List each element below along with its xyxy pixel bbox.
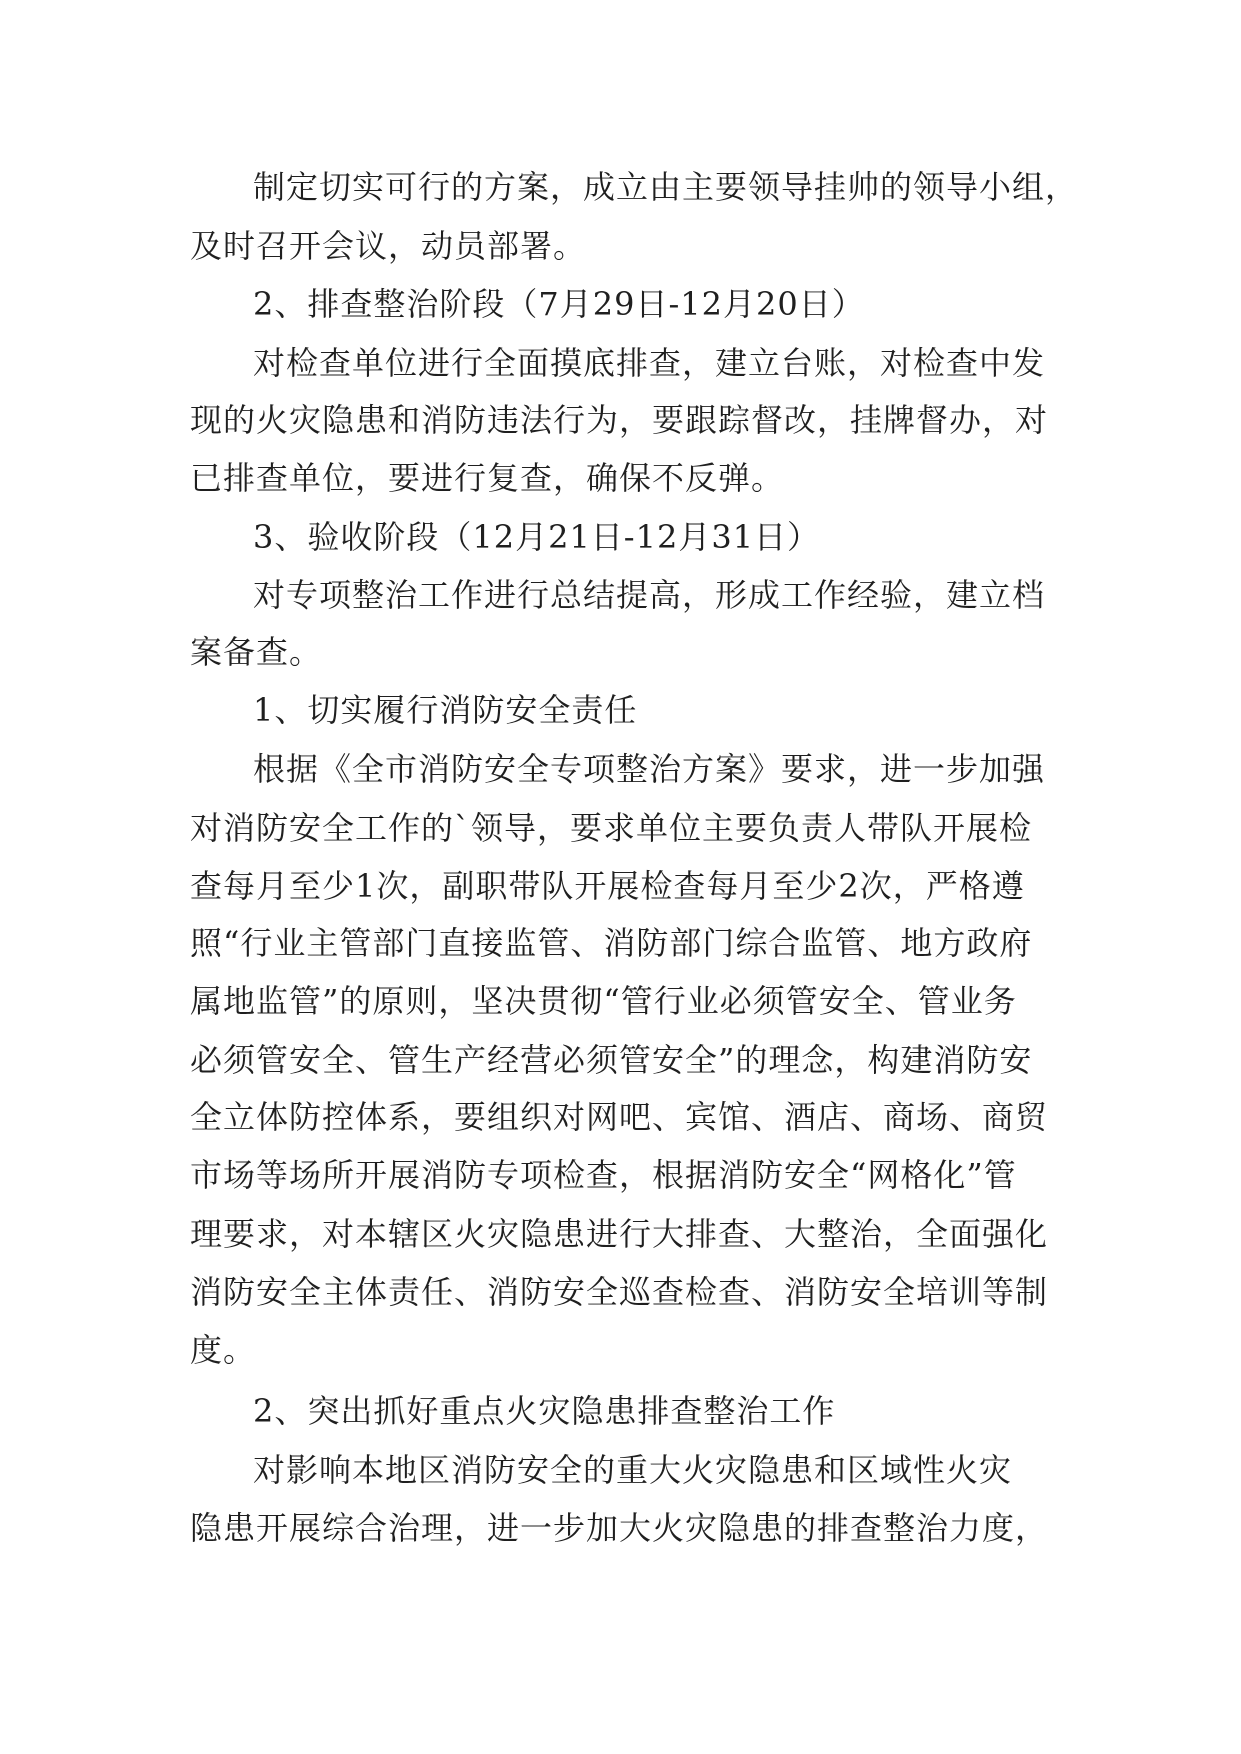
text-line-16: 必须管安全、管生产经营必须管安全”的理念，构建消防安 [190, 1041, 1033, 1079]
text-line-18: 市场等场所开展消防专项检查，根据消防安全“网格化”管 [190, 1156, 1017, 1194]
text-line-4: 对检查单位进行全面摸底排查，建立台账，对检查中发 [253, 344, 1046, 382]
text-line-3: 2、排查整治阶段（7月29日-12月20日） [253, 285, 865, 323]
text-line-23: 对影响本地区消防安全的重大火灾隐患和区域性火灾 [253, 1451, 1013, 1489]
text-line-10: 1、切实履行消防安全责任 [253, 691, 638, 729]
text-line-5: 现的火灾隐患和消防违法行为，要跟踪督改，挂牌督办，对 [190, 401, 1049, 439]
text-line-14: 照“行业主管部门直接监管、消防部门综合监管、地方政府 [190, 924, 1033, 962]
text-line-17: 全立体防控体系，要组织对网吧、宾馆、酒店、商场、商贸 [190, 1098, 1049, 1136]
text-line-19: 理要求，对本辖区火灾隐患进行大排查、大整治，全面强化 [190, 1215, 1049, 1253]
text-line-22: 2、突出抓好重点火灾隐患排查整治工作 [253, 1392, 836, 1430]
text-line-11: 根据《全市消防安全专项整治方案》要求，进一步加强 [253, 750, 1046, 788]
text-line-9: 案备查。 [190, 633, 323, 671]
text-line-21: 度。 [190, 1331, 257, 1369]
text-line-2: 及时召开会议，动员部署。 [190, 227, 587, 265]
text-line-6: 已排查单位，要进行复查，确保不反弹。 [190, 459, 785, 497]
text-line-12: 对消防安全工作的`领导，要求单位主要负责人带队开展检 [190, 809, 1033, 847]
text-line-24: 隐患开展综合治理，进一步加大火灾隐患的排查整治力度， [190, 1509, 1049, 1547]
text-line-13: 查每月至少1次，副职带队开展检查每月至少2次，严格遵 [190, 867, 1025, 905]
text-line-20: 消防安全主体责任、消防安全巡查检查、消防安全培训等制 [190, 1273, 1049, 1311]
text-line-15: 属地监管”的原则，坚决贯彻“管行业必须管安全、管业务 [190, 982, 1017, 1020]
text-line-7: 3、验收阶段（12月21日-12月31日） [253, 518, 821, 556]
text-line-1: 制定切实可行的方案，成立由主要领导挂帅的领导小组， [253, 168, 1079, 206]
text-line-8: 对专项整治工作进行总结提高，形成工作经验，建立档 [253, 576, 1046, 614]
